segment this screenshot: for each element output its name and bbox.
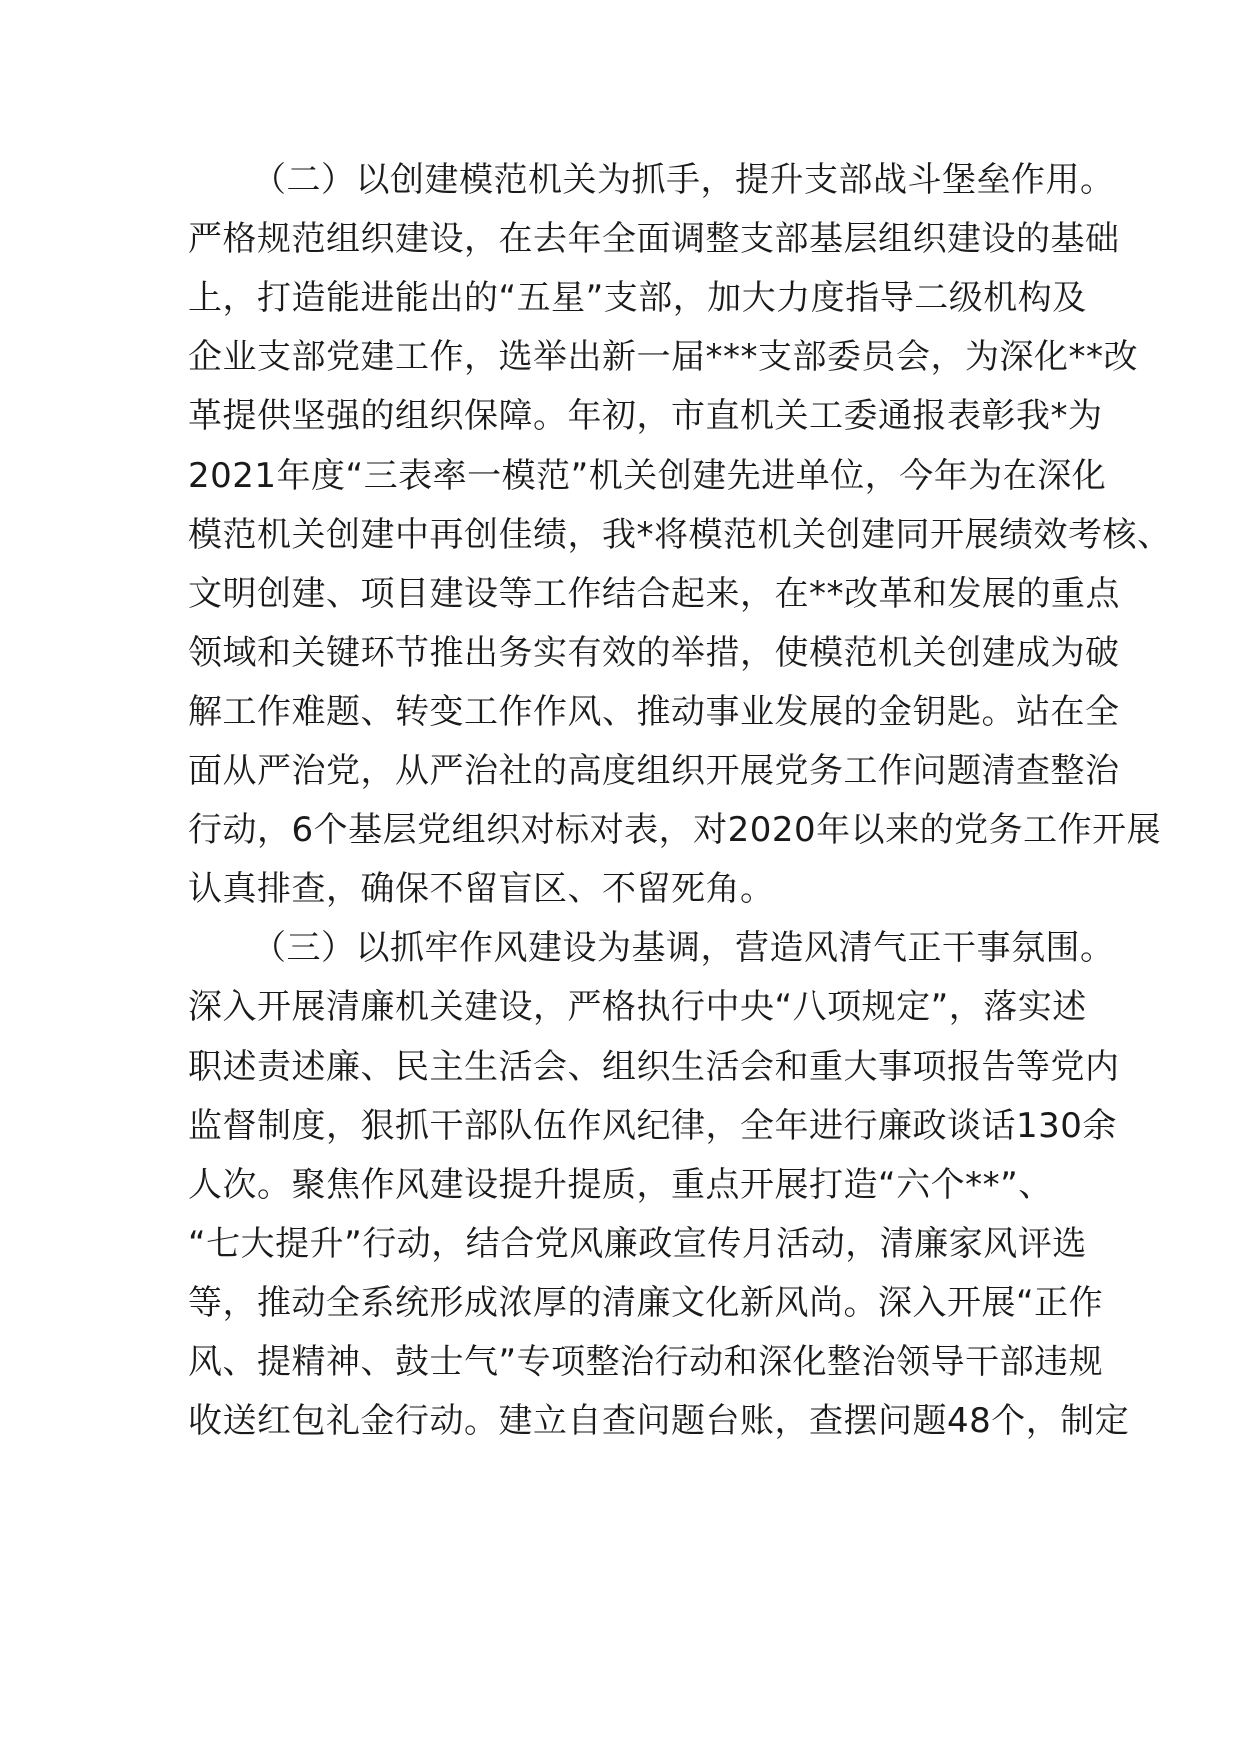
paragraph-line: 面从严治党，从严治社的高度组织开展党务工作问题清查整治: [188, 751, 1120, 791]
paragraph-line: 收送红包礼金行动。建立自查问题台账，查摆问题48个，制定: [188, 1401, 1130, 1442]
paragraph-line: 风、提精神、鼓士气”专项整治行动和深化整治领导干部违规: [188, 1342, 1104, 1382]
paragraph-line: 人次。聚焦作风建设提升提质，重点开展打造“六个**”、: [188, 1164, 1053, 1205]
paragraph-line: 文明创建、项目建设等工作结合起来，在**改革和发展的重点: [188, 573, 1120, 614]
paragraph-line: 严格规范组织建设，在去年全面调整支部基层组织建设的基础: [188, 219, 1120, 260]
paragraph-line: 行动，6个基层党组织对标对表，对2020年以来的党务工作开展: [188, 810, 1162, 851]
paragraph-line: 革提供坚强的组织保障。年初，市直机关工委通报表彰我*为: [188, 396, 1103, 437]
paragraph-line: 领域和关键环节推出务实有效的举措，使模范机关创建成为破: [188, 632, 1120, 673]
paragraph-line: 解工作难题、转变工作作风、推动事业发展的金钥匙。站在全: [188, 691, 1120, 732]
section-heading-line: （三）以抓牢作风建设为基调，营造风清气正干事氛围。: [252, 928, 1115, 969]
paragraph-line: 上，打造能进能出的“五星”支部，加大力度指导二级机构及: [188, 278, 1087, 319]
paragraph-line: 2021年度“三表率一模范”机关创建先进单位，今年为在深化: [188, 455, 1107, 496]
paragraph-line: “七大提升”行动，结合党风廉政宣传月活动，清廉家风评选: [188, 1223, 1087, 1264]
paragraph-line: 模范机关创建中再创佳绩，我*将模范机关创建同开展绩效考核、: [188, 514, 1172, 555]
paragraph-line: 企业支部党建工作，选举出新一届***支部委员会，为深化**改: [188, 337, 1138, 378]
paragraph-line: 职述责述廉、民主生活会、组织生活会和重大事项报告等党内: [188, 1046, 1120, 1087]
paragraph-line: 认真排查，确保不留盲区、不留死角。: [188, 869, 775, 910]
paragraph-line: 等，推动全系统形成浓厚的清廉文化新风尚。深入开展“正作: [188, 1282, 1104, 1323]
paragraph-line: 监督制度，狠抓干部队伍作风纪律，全年进行廉政谈话130余: [188, 1105, 1117, 1146]
paragraph-line: 深入开展清廉机关建设，严格执行中央“八项规定”，落实述: [188, 987, 1087, 1028]
section-heading-line: （二）以创建模范机关为抓手，提升支部战斗堡垒作用。: [252, 160, 1115, 200]
